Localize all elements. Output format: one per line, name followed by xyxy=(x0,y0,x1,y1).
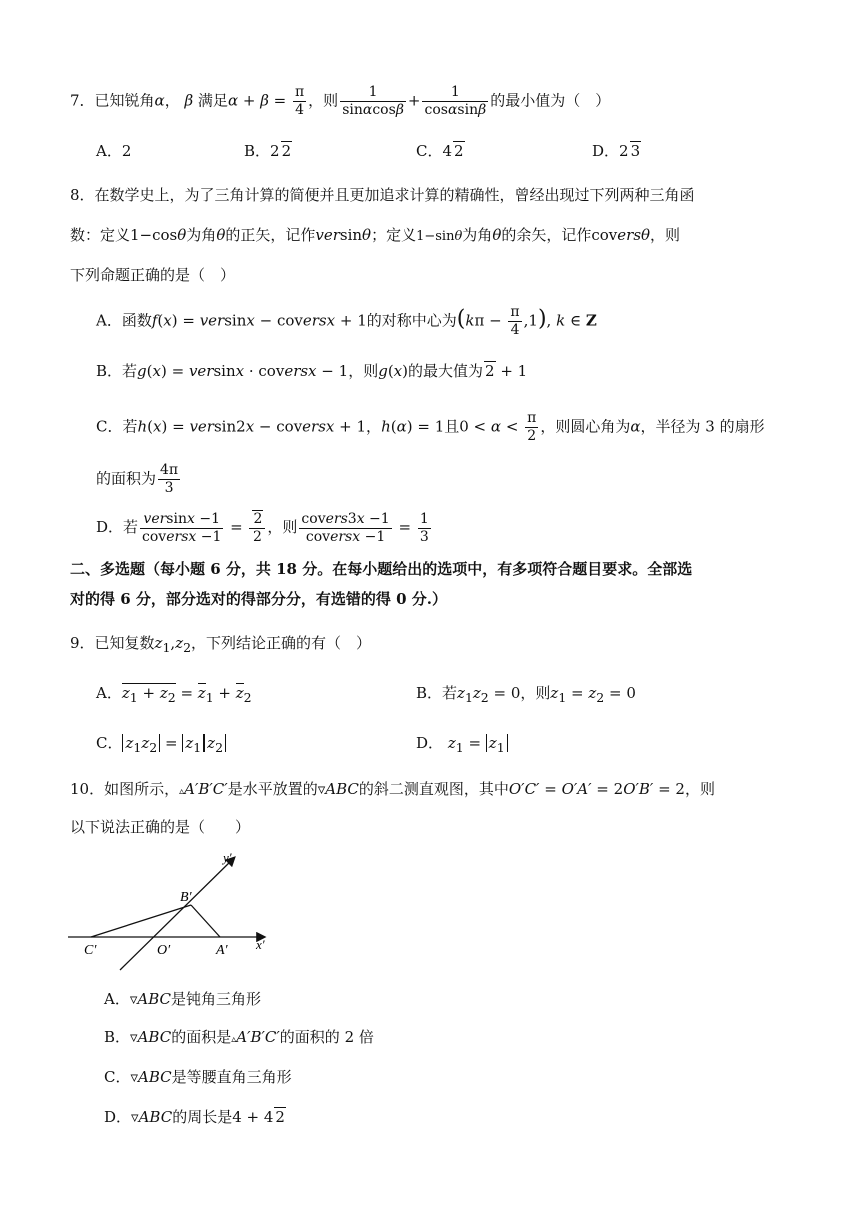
sec2-line2: 对的得 6 分，部分选对的得部分分，有选错的得 0 分.） xyxy=(70,590,447,608)
label-o: O′ xyxy=(157,943,171,958)
q8-line3: 下列命题正确的是（ ） xyxy=(70,266,236,284)
q8-line2: 数：定义1−cosθ为角θ的正矢，记作versinθ；定义1−sinθ为角θ的余矢，记作coversθ，则 xyxy=(70,226,681,244)
q7-stem-a: 7．已知锐角 xyxy=(70,91,155,110)
q10-opt-a: A．▿ABC是钝角三角形 xyxy=(104,990,262,1008)
label-a: A′ xyxy=(216,943,228,958)
q10-line2: 以下说法正确的是（ ） xyxy=(70,818,251,836)
sec2-line1: 二、多选题（每小题 6 分，共 18 分。在每小题给出的选项中，有多项符合题目要求。全部选 xyxy=(70,560,693,578)
label-x: x′ xyxy=(256,937,265,952)
q9-opt-d: D． $z_1 = z_1$ xyxy=(416,732,508,759)
math-eq1: α xyxy=(227,91,239,110)
frac-1: $\frac{1}{\sin\alpha\cos\beta}$ xyxy=(342,84,404,118)
q7-stem-b: ， xyxy=(164,91,180,110)
q8-opt-a: A．函数f(x) = versinx − coversx + 1的对称中心为(kπ − $\frac{\pi}{4}$ ,1), k ∈ Z xyxy=(96,304,597,338)
q7-stem-d: ，则 xyxy=(308,91,339,110)
label-y: y′ xyxy=(223,850,232,865)
q9-opt-c: C． $z_1z_2 = z_1$ $z_2$ xyxy=(96,732,226,759)
q9-opt-a: A．$z_1 + z_2 = z_1 + z_2$ xyxy=(96,684,252,705)
q10-opt-b: B．▿ABC的面积是▵A′B′C′的面积的 2 倍 xyxy=(104,1028,374,1046)
q8-opt-c: C．若h(x) = versin2x − coversx + 1，h(α) = 1且0 < α < $\frac{\pi}{2}$ ，则圆心角为α，半径为 3 的扇形 xyxy=(96,410,765,444)
frac-2: $\frac{1}{\cos\alpha\sin\beta}$ xyxy=(424,84,487,118)
q7-opt-c: C．4 2 xyxy=(416,142,464,160)
frac-pi4: $\frac{\pi}{4}$ xyxy=(294,84,305,118)
label-b: B′ xyxy=(180,890,192,905)
q9-stem: 9．已知复数$z_1,z_2$，下列结论正确的有（ ） xyxy=(70,634,372,655)
q10-line1: 10．如图所示，▵A′B′C′是水平放置的▿ABC的斜二测直观图，其中O′C′ = O′A′ = 2O′B′ = 2，则 xyxy=(70,780,715,798)
q7-opt-b: B．2 2 xyxy=(244,142,292,160)
q7-opt-d: D．2 3 xyxy=(592,142,641,160)
edge-cb xyxy=(91,905,191,937)
q8-opt-d: D．若 $\frac{\text{versinx −1}}{\text{coversx −1}}$ = $\frac{2}{2}$ ，则 $\frac{\text{covers3x −1}}{\text{coversx −1}}$ = $\frac{1}{3}$ xyxy=(96,510,429,545)
math-alpha: α xyxy=(154,91,165,110)
q8-line1: 8．在数学史上，为了三角计算的简便并且更加追求计算的精确性，曾经出现过下列两种三角函 xyxy=(70,186,695,204)
q10-figure xyxy=(66,848,286,978)
q7-opt-a: A．2 xyxy=(96,142,132,160)
math-beta: β xyxy=(179,91,198,110)
q8-opt-b: B．若g(x) = versinx · coversx − 1，则g(x)的最大值为 2 + 1 xyxy=(96,362,528,380)
q8-opt-c-2: 的面积为 $\frac{4\pi}{3}$ xyxy=(96,462,179,496)
q10-opt-d: D．▿ABC的周长是4 + 4 2 xyxy=(104,1108,285,1126)
q7-stem-c: 满足 xyxy=(197,91,228,110)
q7-stem: 7．已知锐角α， β 满足α + β = $\frac{\pi}{4}$ ，则 $\frac{1}{\sin\alpha\cos\beta}$ + $\frac{1}{\cos\alpha\sin\beta}$ 的最小值为（ ） xyxy=(70,84,611,118)
label-c: C′ xyxy=(84,943,97,958)
q10-opt-c: C．▿ABC是等腰直角三角形 xyxy=(104,1068,292,1086)
q7-stem-e: 的最小值为（ ） xyxy=(490,91,611,110)
edge-ba xyxy=(191,905,220,937)
q9-opt-b: B．若$z_1z_2 = 0$，则$z_1 = z_2 = 0$ xyxy=(416,684,636,705)
